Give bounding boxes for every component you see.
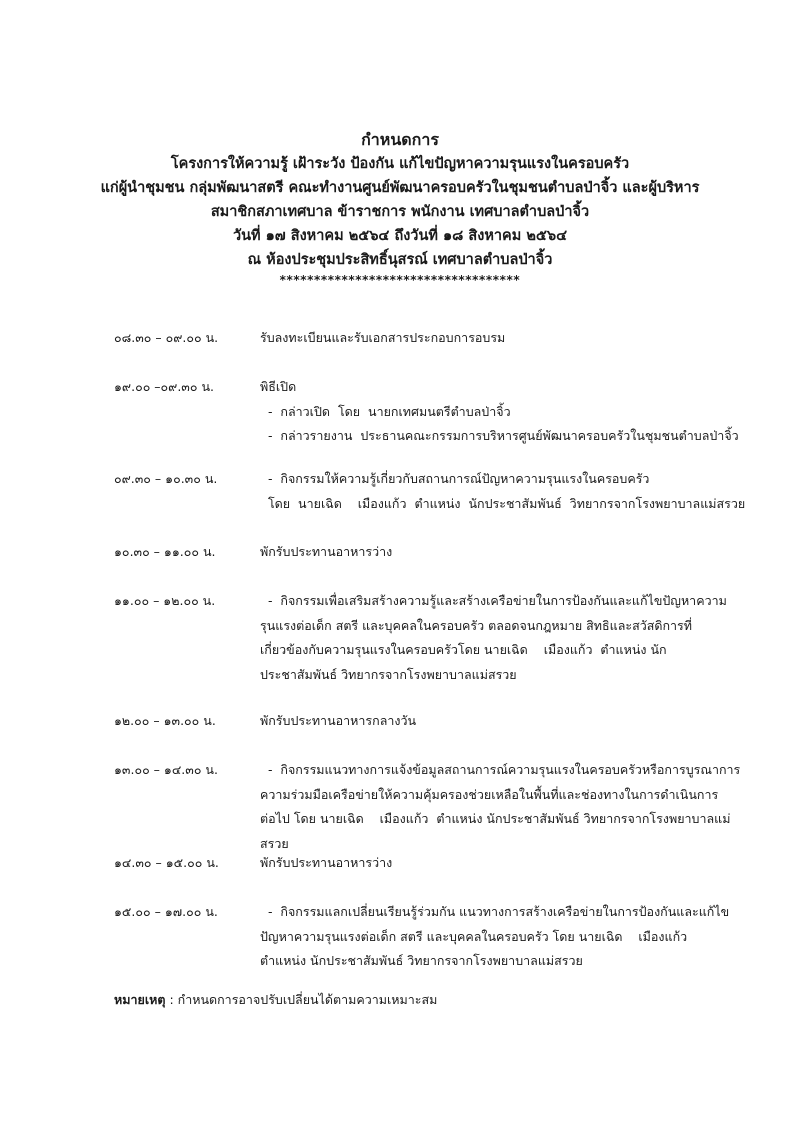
schedule-description <box>260 326 755 351</box>
schedule-description-line: พักรับประทานอาหารว่าง <box>260 544 393 559</box>
schedule-description-line: - กล่าวเปิด โดย นายกเทศมนตรีตำบลป่าจิ้ว <box>260 403 511 419</box>
event-venue: ณ ห้องประชุมประสิทธิ์นุสรณ์ เทศบาลตำบลป่าจิ้ว <box>247 252 553 268</box>
schedule-description <box>260 709 755 734</box>
schedule-description <box>260 758 755 856</box>
schedule-time: ๑๒.๐๐ – ๑๓.๐๐ น. <box>114 713 216 728</box>
schedule-description-line: พักรับประทานอาหารกลางวัน <box>260 713 417 728</box>
schedule-description-line: ประชาสัมพันธ์ วิทยากรจากโรงพยาบาลแม่สรวย <box>260 666 517 682</box>
project-name: โครงการให้ความรู้ เฝ้าระวัง ป้องกัน แก้ไขปัญหาความรุนแรงในครอบครัว <box>170 156 630 172</box>
schedule-description-line: - กล่าวรายงาน ประธานคณะกรรมการบริหารศูนย์พัฒนาครอบครัวในชุมชนตำบลป่าจิ้ว <box>260 428 739 443</box>
schedule-time: ๑๙.๐๐ –๐๙.๓๐ น. <box>114 379 214 394</box>
schedule-time: ๐๙.๓๐ – ๑๐.๓๐ น. <box>114 471 218 486</box>
schedule-description-line: พิธีเปิด <box>260 379 297 394</box>
schedule-time: ๑๓.๐๐ – ๑๔.๓๐ น. <box>114 762 218 777</box>
schedule-description-line: รุนแรงต่อเด็ก สตรี และบุคคลในครอบครัว ตลอดจนกฎหมาย สิทธิและสวัสดิการที่ <box>260 617 693 633</box>
separator-stars: *********************************** <box>279 273 521 287</box>
schedule-description <box>260 589 755 687</box>
schedule-description-line: ตำแหน่ง นักประชาสัมพันธ์ วิทยากรจากโรงพยาบาลแม่สรวย <box>260 953 583 968</box>
footnote <box>114 988 437 1012</box>
target-participants-cont: สมาชิกสภาเทศบาล ข้าราชการ พนักงาน เทศบาลตำบลป่าจิ้ว <box>210 204 590 220</box>
footnote-label: หมายเหตุ <box>114 992 166 1007</box>
schedule-description <box>260 851 755 876</box>
schedule-description-line: โดย นายเฉิด เมืองแก้ว ตำแหน่ง นักประชาสัมพันธ์ วิทยากรจากโรงพยาบาลแม่สรวย <box>260 495 746 511</box>
target-participants: แก่ผู้นำชุมชน กลุ่มพัฒนาสตรี คณะทำงานศูนย์พัฒนาครอบครัวในชุมชนตำบลป่าจิ้ว และผู้บริหาร <box>100 180 700 196</box>
footnote-text: : กำหนดการอาจปรับเปลี่ยนได้ตามความเหมาะสม <box>169 992 438 1007</box>
schedule-description-line: พักรับประทานอาหารว่าง <box>260 855 393 870</box>
schedule-description <box>260 540 755 565</box>
schedule-time: ๑๕.๐๐ – ๑๗.๐๐ น. <box>114 904 218 919</box>
schedule-description-line: ปัญหาความรุนแรงต่อเด็ก สตรี และบุคคลในครอบครัว โดย นายเฉิด เมืองแก้ว <box>260 928 688 944</box>
event-date: วันที่ ๑๗ สิงหาคม ๒๕๖๔ ถึงวันที่ ๑๘ สิงหาคม ๒๕๖๔ <box>232 228 568 244</box>
schedule-description <box>260 900 755 974</box>
schedule-description-line: - กิจกรรมแลกเปลี่ยนเรียนรู้ร่วมกัน แนวทางการสร้างเครือข่ายในการป้องกันและแก้ไข <box>260 904 730 919</box>
schedule-description-line: - กิจกรรมแนวทางการแจ้งข้อมูลสถานการณ์ความรุนแรงในครอบครัวหรือการบูรณาการ <box>260 762 741 777</box>
schedule-description-line: ความร่วมมือเครือข่ายให้ความคุ้มครองช่วยเหลือในพื้นที่และช่องทางในการดำเนินการ <box>260 786 719 802</box>
schedule-description-line: - กิจกรรมเพื่อเสริมสร้างความรู้และสร้างเครือข่ายในการป้องกันและแก้ไขปัญหาความ <box>260 593 727 608</box>
schedule-description-line: เกี่ยวข้องกับความรุนแรงในครอบครัวโดย นายเฉิด เมืองแก้ว ตำแหน่ง นัก <box>260 642 667 657</box>
schedule-time: ๑๔.๓๐ – ๑๕.๐๐ น. <box>114 855 219 870</box>
schedule-description-line: สรวย <box>260 835 289 851</box>
schedule-description-line: - กิจกรรมให้ความรู้เกี่ยวกับสถานการณ์ปัญหาความรุนแรงในครอบครัว <box>260 471 650 486</box>
schedule-description-line: รับลงทะเบียนและรับเอกสารประกอบการอบรม <box>260 330 506 345</box>
schedule-description-line: ต่อไป โดย นายเฉิด เมืองแก้ว ตำแหน่ง นักประชาสัมพันธ์ วิทยากรจากโรงพยาบาลแม่ <box>260 811 731 826</box>
schedule-description <box>260 375 755 449</box>
schedule-time: ๑๐.๓๐ – ๑๑.๐๐ น. <box>114 544 216 559</box>
document-header <box>0 128 800 288</box>
document-title: กำหนดการ <box>361 130 439 149</box>
schedule-time: ๑๑.๐๐ – ๑๒.๐๐ น. <box>114 593 216 608</box>
schedule-time: ๐๘.๓๐ – ๐๙.๐๐ น. <box>114 330 219 345</box>
schedule-description <box>260 467 755 516</box>
